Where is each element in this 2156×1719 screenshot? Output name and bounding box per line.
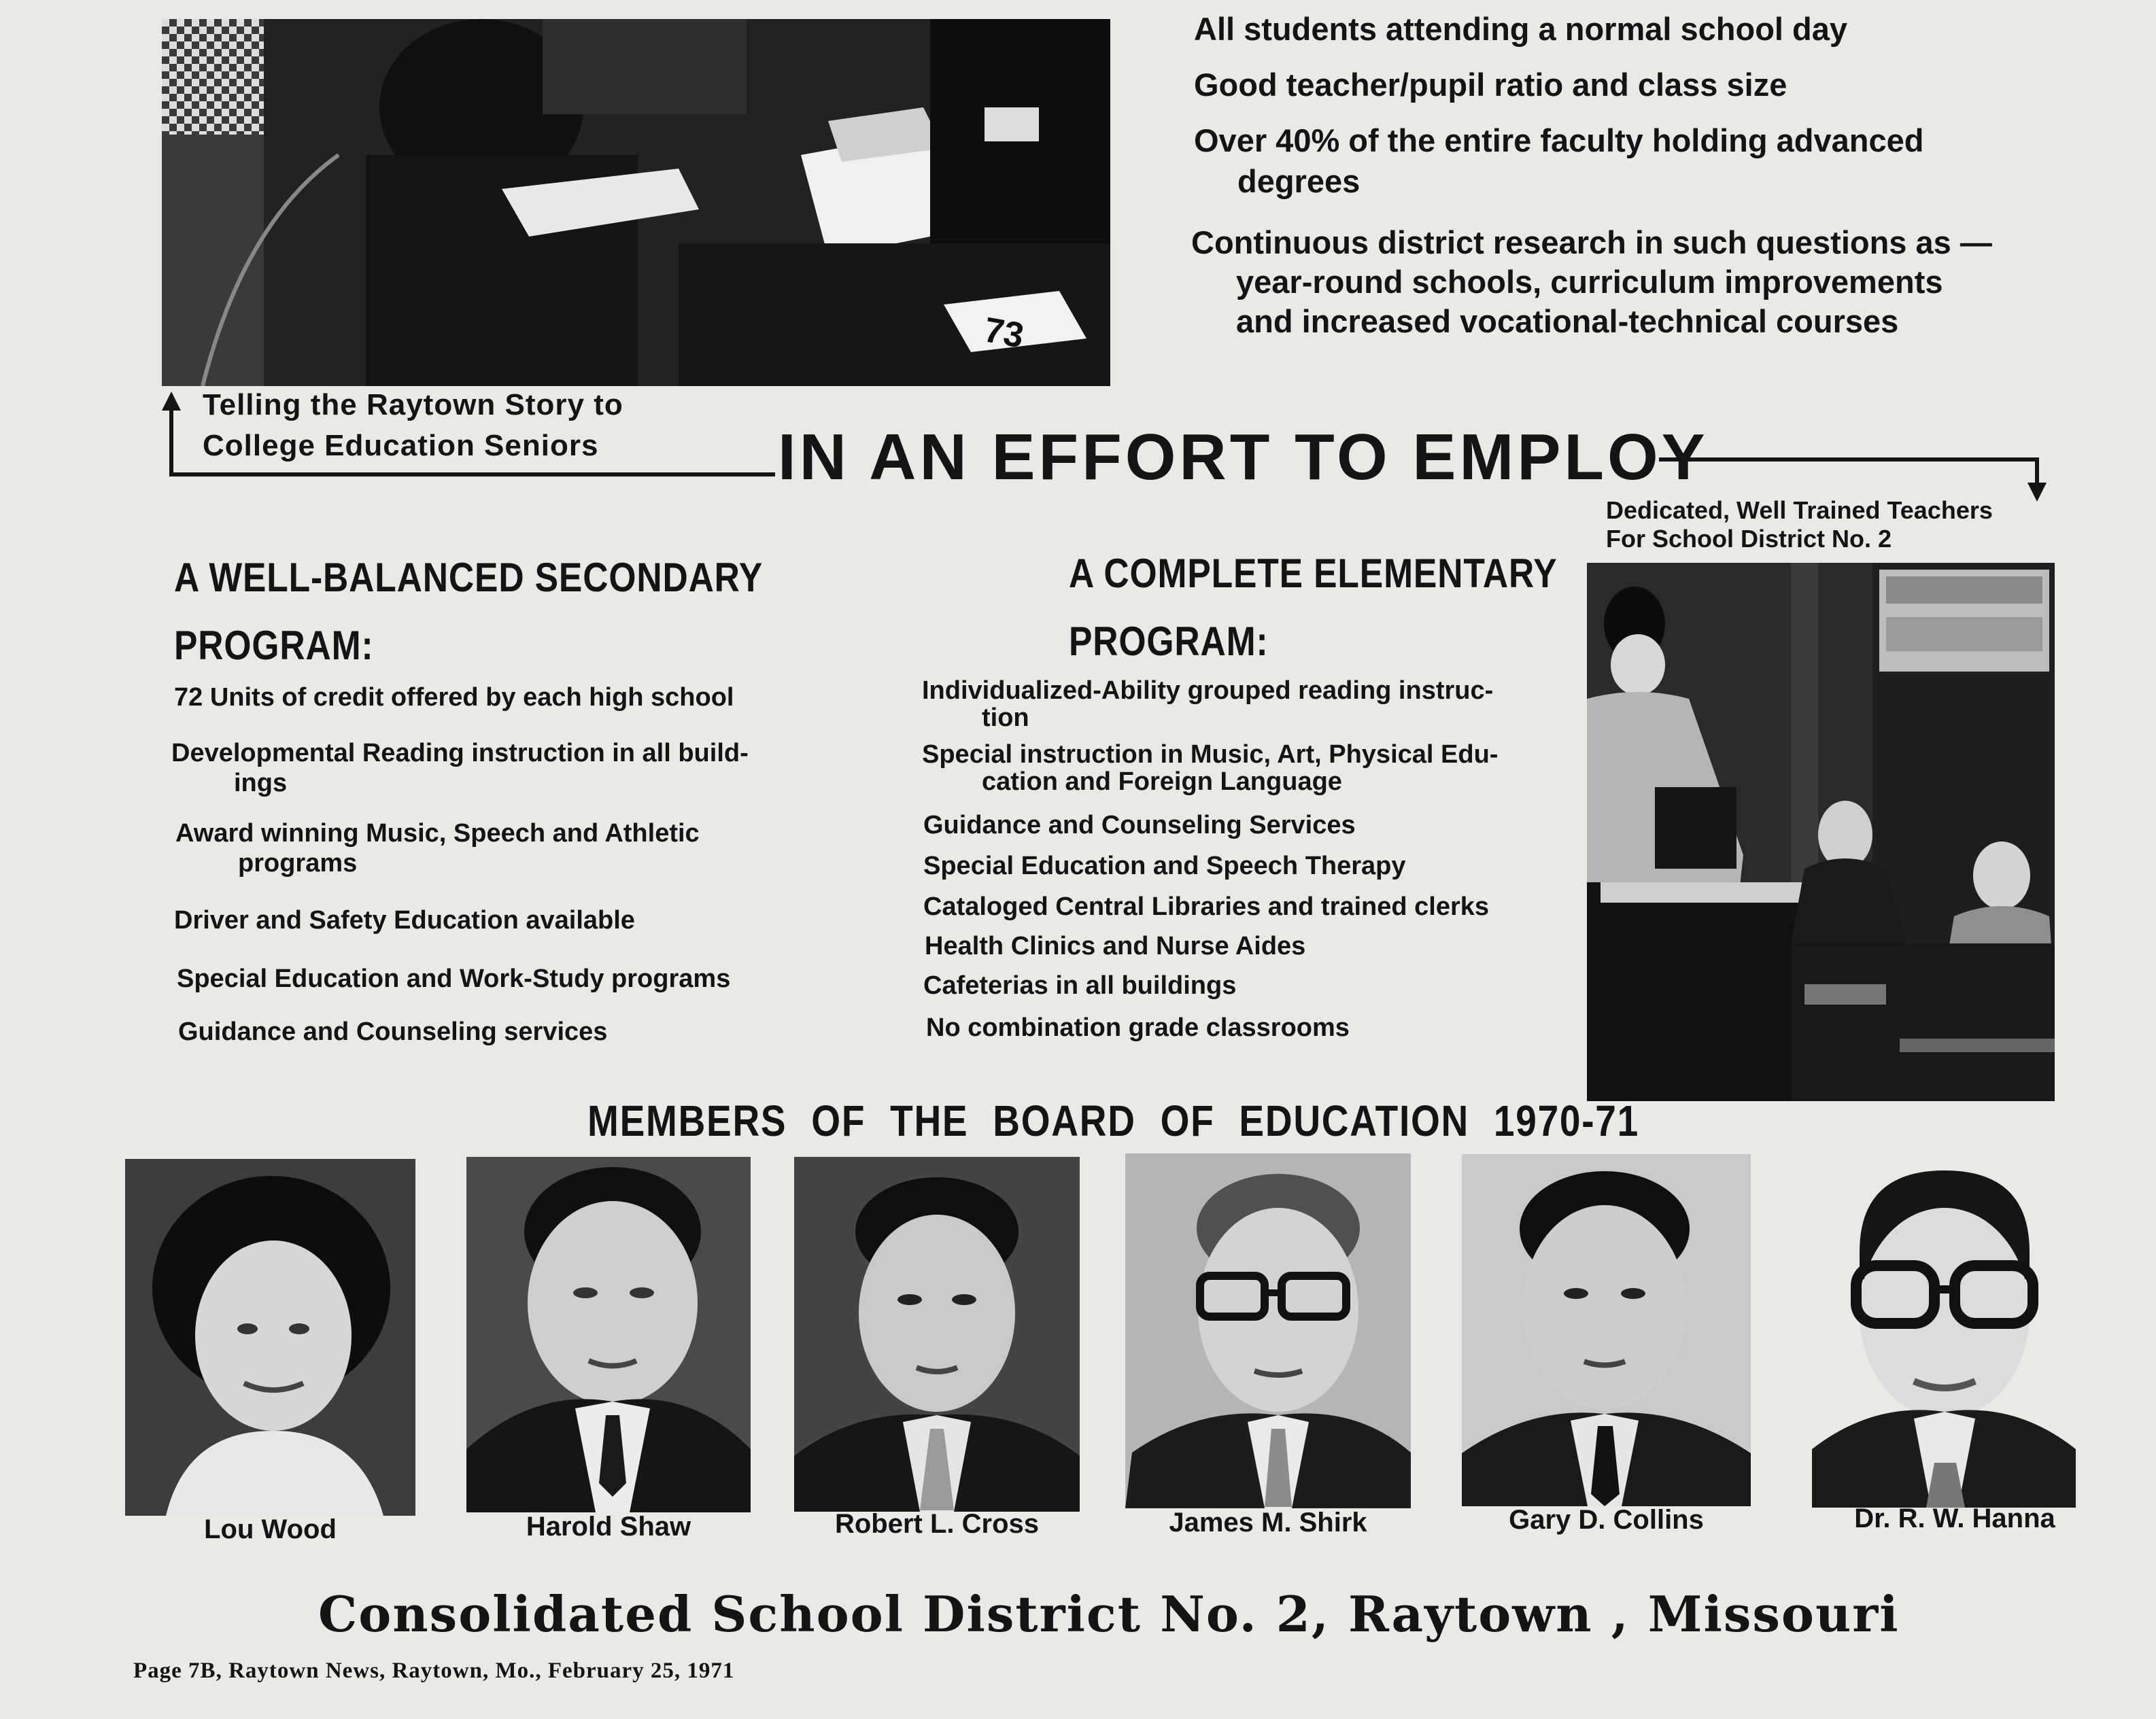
elementary-item xyxy=(923,892,1489,922)
secondary-item xyxy=(174,905,635,935)
portrait-james-shirk xyxy=(1125,1153,1411,1508)
elementary-item-cont: cation and Foreign Language xyxy=(982,767,1342,796)
elementary-item-text: Individualized-Ability grouped reading instruc- xyxy=(922,676,1494,705)
secondary-item-text: Award winning Music, Speech and Athletic xyxy=(175,819,700,848)
member-name: Robert L. Cross xyxy=(834,1509,1040,1539)
secondary-item-text: Guidance and Counseling services xyxy=(178,1018,608,1046)
elementary-item-text: Special instruction in Music, Art, Physical Edu- xyxy=(922,740,1499,769)
portrait-rw-hanna xyxy=(1812,1164,2076,1508)
highlight-research-cont1: year-round schools, curriculum improvements xyxy=(1236,264,1943,300)
member-name: Lou Wood xyxy=(204,1514,337,1544)
secondary-item-cont: ings xyxy=(234,769,288,797)
elementary-heading-line-1: A COMPLETE ELEMENTARY xyxy=(1069,551,1558,596)
highlight-normal-day: All students attending a normal school day xyxy=(1194,11,1848,47)
secondary-item xyxy=(177,964,730,994)
secondary-item xyxy=(171,738,749,798)
elementary-item xyxy=(922,740,1498,794)
elementary-item-text: Health Clinics and Nurse Aides xyxy=(925,932,1306,960)
elementary-item xyxy=(925,931,1305,961)
secondary-heading-line-1: A WELL-BALANCED SECONDARY xyxy=(174,555,764,600)
elementary-heading-line-2: PROGRAM: xyxy=(1069,619,1269,664)
teachers-caption-line-1: Dedicated, Well Trained Teachers xyxy=(1606,496,1993,524)
secondary-item xyxy=(174,682,734,712)
page-folio: Page 7B, Raytown News, Raytown, Mo., February 25, 1971 xyxy=(133,1659,735,1683)
portrait-harold-shaw xyxy=(466,1157,751,1512)
teachers-photo-caption xyxy=(1606,496,1993,553)
elementary-item xyxy=(923,810,1356,840)
elementary-item-cont: tion xyxy=(982,704,1029,732)
portrait-robert-cross xyxy=(794,1157,1080,1512)
elementary-program xyxy=(1069,540,1613,664)
portrait-lou-wood xyxy=(125,1159,415,1516)
elementary-item xyxy=(923,851,1406,881)
secondary-heading-line-2: PROGRAM: xyxy=(174,623,374,668)
elementary-item-text: Guidance and Counseling Services xyxy=(923,811,1356,839)
highlight-research-cont2: and increased vocational-technical courses xyxy=(1236,303,1899,339)
member-name: Gary D. Collins xyxy=(1509,1505,1704,1535)
elementary-item-text: Cataloged Central Libraries and trained clerks xyxy=(923,892,1490,921)
highlight-faculty-cont: degrees xyxy=(1237,163,1361,199)
highlight-research: Continuous district research in such questions as — xyxy=(1191,224,1992,260)
board-title: MEMBERS OF THE BOARD OF EDUCATION 1970-71 xyxy=(587,1096,1639,1145)
secondary-item-text: Developmental Reading instruction in all build- xyxy=(171,739,749,767)
secondary-item xyxy=(178,1017,607,1047)
photo-desk-number: 73 xyxy=(980,310,1027,356)
member-name: Dr. R. W. Hanna xyxy=(1854,1504,2055,1533)
secondary-item-text: Driver and Safety Education available xyxy=(174,906,635,935)
secondary-item-cont: programs xyxy=(238,849,358,878)
secondary-item-text: Special Education and Work-Study programs xyxy=(177,965,731,993)
district-title: Consolidated School District No. 2, Raytown , Missouri xyxy=(318,1585,1900,1643)
elementary-item xyxy=(923,971,1236,1001)
highlight-faculty: Over 40% of the entire faculty holding advanced xyxy=(1194,122,1924,158)
elementary-item-text: No combination grade classrooms xyxy=(926,1013,1350,1042)
teachers-caption-line-2: For School District No. 2 xyxy=(1606,525,1892,553)
headline: IN AN EFFORT TO EMPLOY xyxy=(778,421,1709,493)
caption-line-2: College Education Seniors xyxy=(203,429,599,462)
elementary-item xyxy=(922,676,1493,730)
secondary-item-text: 72 Units of credit offered by each high school xyxy=(174,683,734,712)
elementary-item-text: Special Education and Speech Therapy xyxy=(923,852,1406,880)
highlight-ratio: Good teacher/pupil ratio and class size xyxy=(1194,67,1787,103)
elementary-item-text: Cafeterias in all buildings xyxy=(923,971,1237,1000)
member-name: James M. Shirk xyxy=(1169,1508,1367,1538)
elementary-item xyxy=(926,1013,1350,1043)
teachers-photo xyxy=(1587,563,2055,1101)
caption-line-1: Telling the Raytown Story to xyxy=(203,388,623,421)
member-name: Harold Shaw xyxy=(526,1512,691,1542)
secondary-item xyxy=(175,818,700,878)
portrait-gary-collins xyxy=(1462,1154,1751,1506)
